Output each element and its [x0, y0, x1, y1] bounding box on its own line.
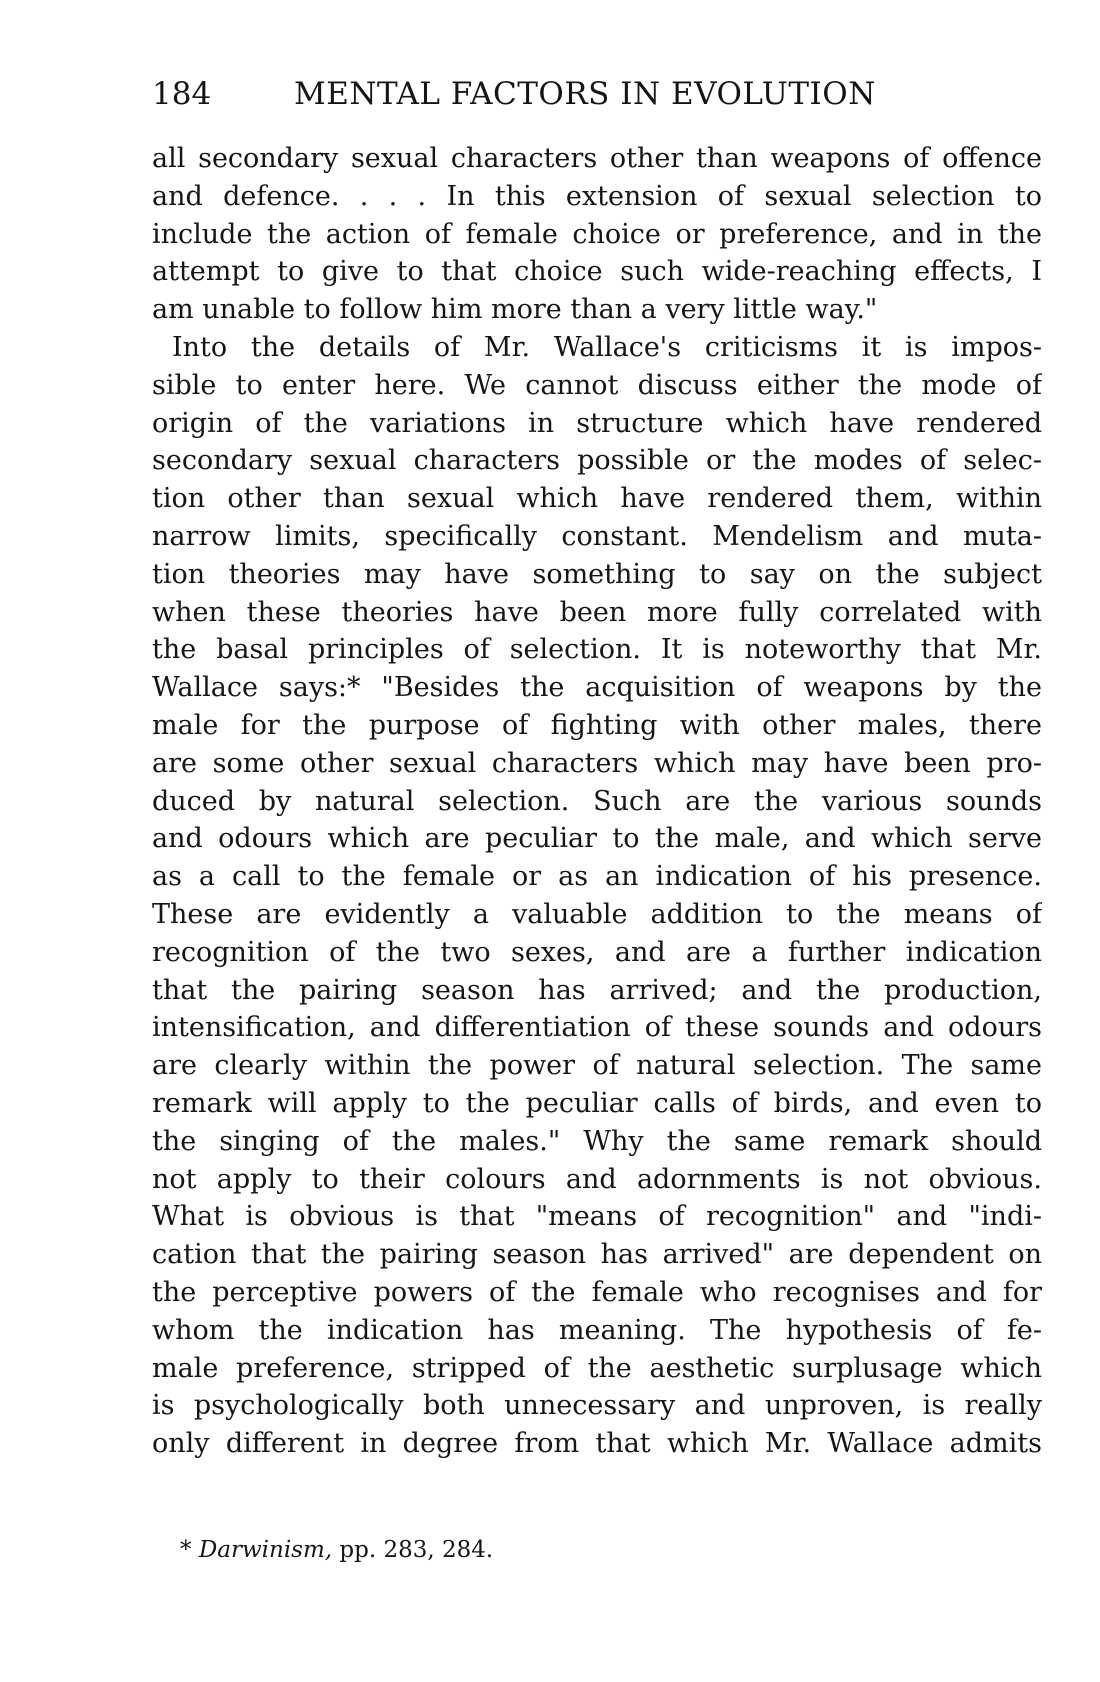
page-number: 184 [152, 76, 212, 112]
text-line: sible to enter here. We cannot discuss either the mode of [152, 369, 1042, 401]
text-line: all secondary sexual characters other than weapons of offence [152, 143, 1042, 174]
text-line: the perceptive powers of the female who recognises and for [152, 1276, 1042, 1308]
text-line: the basal principles of selection. It is noteworthy that Mr. [152, 634, 1042, 666]
text-line: These are evidently a valuable addition to the means of [152, 898, 1042, 930]
text-line: intensification, and differentiation of these sounds and odours [152, 1012, 1042, 1044]
text-line: when these theories have been more fully correlated with [152, 596, 1042, 628]
text-line: that the pairing season has arrived; and the production, [152, 974, 1042, 1006]
text-line: Wallace says:* "Besides the acquisition of weapons by the [152, 672, 1042, 704]
text-line: recognition of the two sexes, and are a further indication [152, 936, 1042, 968]
footnote-title: Darwinism, [198, 1537, 333, 1563]
text-line: am unable to follow him more than a very little way." [152, 294, 878, 326]
text-line: not apply to their colours and adornments is not obvious. [152, 1163, 1042, 1195]
running-title: MENTAL FACTORS IN EVOLUTION [294, 76, 876, 112]
running-header [152, 72, 1042, 116]
text-line: Into the details of Mr. Wallace's criticisms it is impos- [172, 331, 1042, 363]
text-line: are clearly within the power of natural selection. The same [152, 1050, 1042, 1082]
text-line: are some other sexual characters which may have been pro- [152, 747, 1042, 779]
text-line: as a call to the female or as an indication of his presence. [152, 861, 1042, 893]
footnote-pages: pp. 283, 284. [339, 1537, 494, 1563]
footnote [180, 1537, 493, 1563]
text-line: remark will apply to the peculiar calls of birds, and even to [152, 1087, 1042, 1119]
text-line: origin of the variations in structure which have rendered [152, 407, 1042, 439]
text-line: include the action of female choice or preference, and in the [152, 218, 1042, 250]
text-line: the singing of the males." Why the same remark should [152, 1125, 1042, 1157]
text-line: secondary sexual characters possible or the modes of selec- [152, 445, 1042, 477]
text-line: is psychologically both unnecessary and unproven, is really [152, 1390, 1042, 1422]
text-line: cation that the pairing season has arrived" are dependent on [152, 1239, 1042, 1271]
text-line: tion other than sexual which have rendered them, within [152, 483, 1042, 515]
text-line: male for the purpose of fighting with other males, there [152, 709, 1042, 741]
text-line: duced by natural selection. Such are the various sounds [152, 785, 1042, 817]
text-line: attempt to give to that choice such wide-reaching effects, I [152, 256, 1042, 288]
text-line: What is obvious is that "means of recognition" and "indi- [152, 1201, 1042, 1233]
text-line: male preference, stripped of the aesthetic surplusage which [152, 1352, 1042, 1384]
footnote-marker: * [180, 1537, 192, 1563]
text-line: and odours which are peculiar to the male, and which serve [152, 823, 1042, 855]
body-text [152, 140, 1042, 1463]
text-line: and defence. . . . In this extension of sexual selection to [152, 180, 1042, 212]
text-line: only different in degree from that which Mr. Wallace admits [152, 1428, 1042, 1460]
text-line: tion theories may have something to say on the subject [152, 558, 1042, 590]
text-line: narrow limits, specifically constant. Mendelism and muta- [152, 520, 1042, 552]
text-line: whom the indication has meaning. The hypothesis of fe- [152, 1314, 1042, 1346]
